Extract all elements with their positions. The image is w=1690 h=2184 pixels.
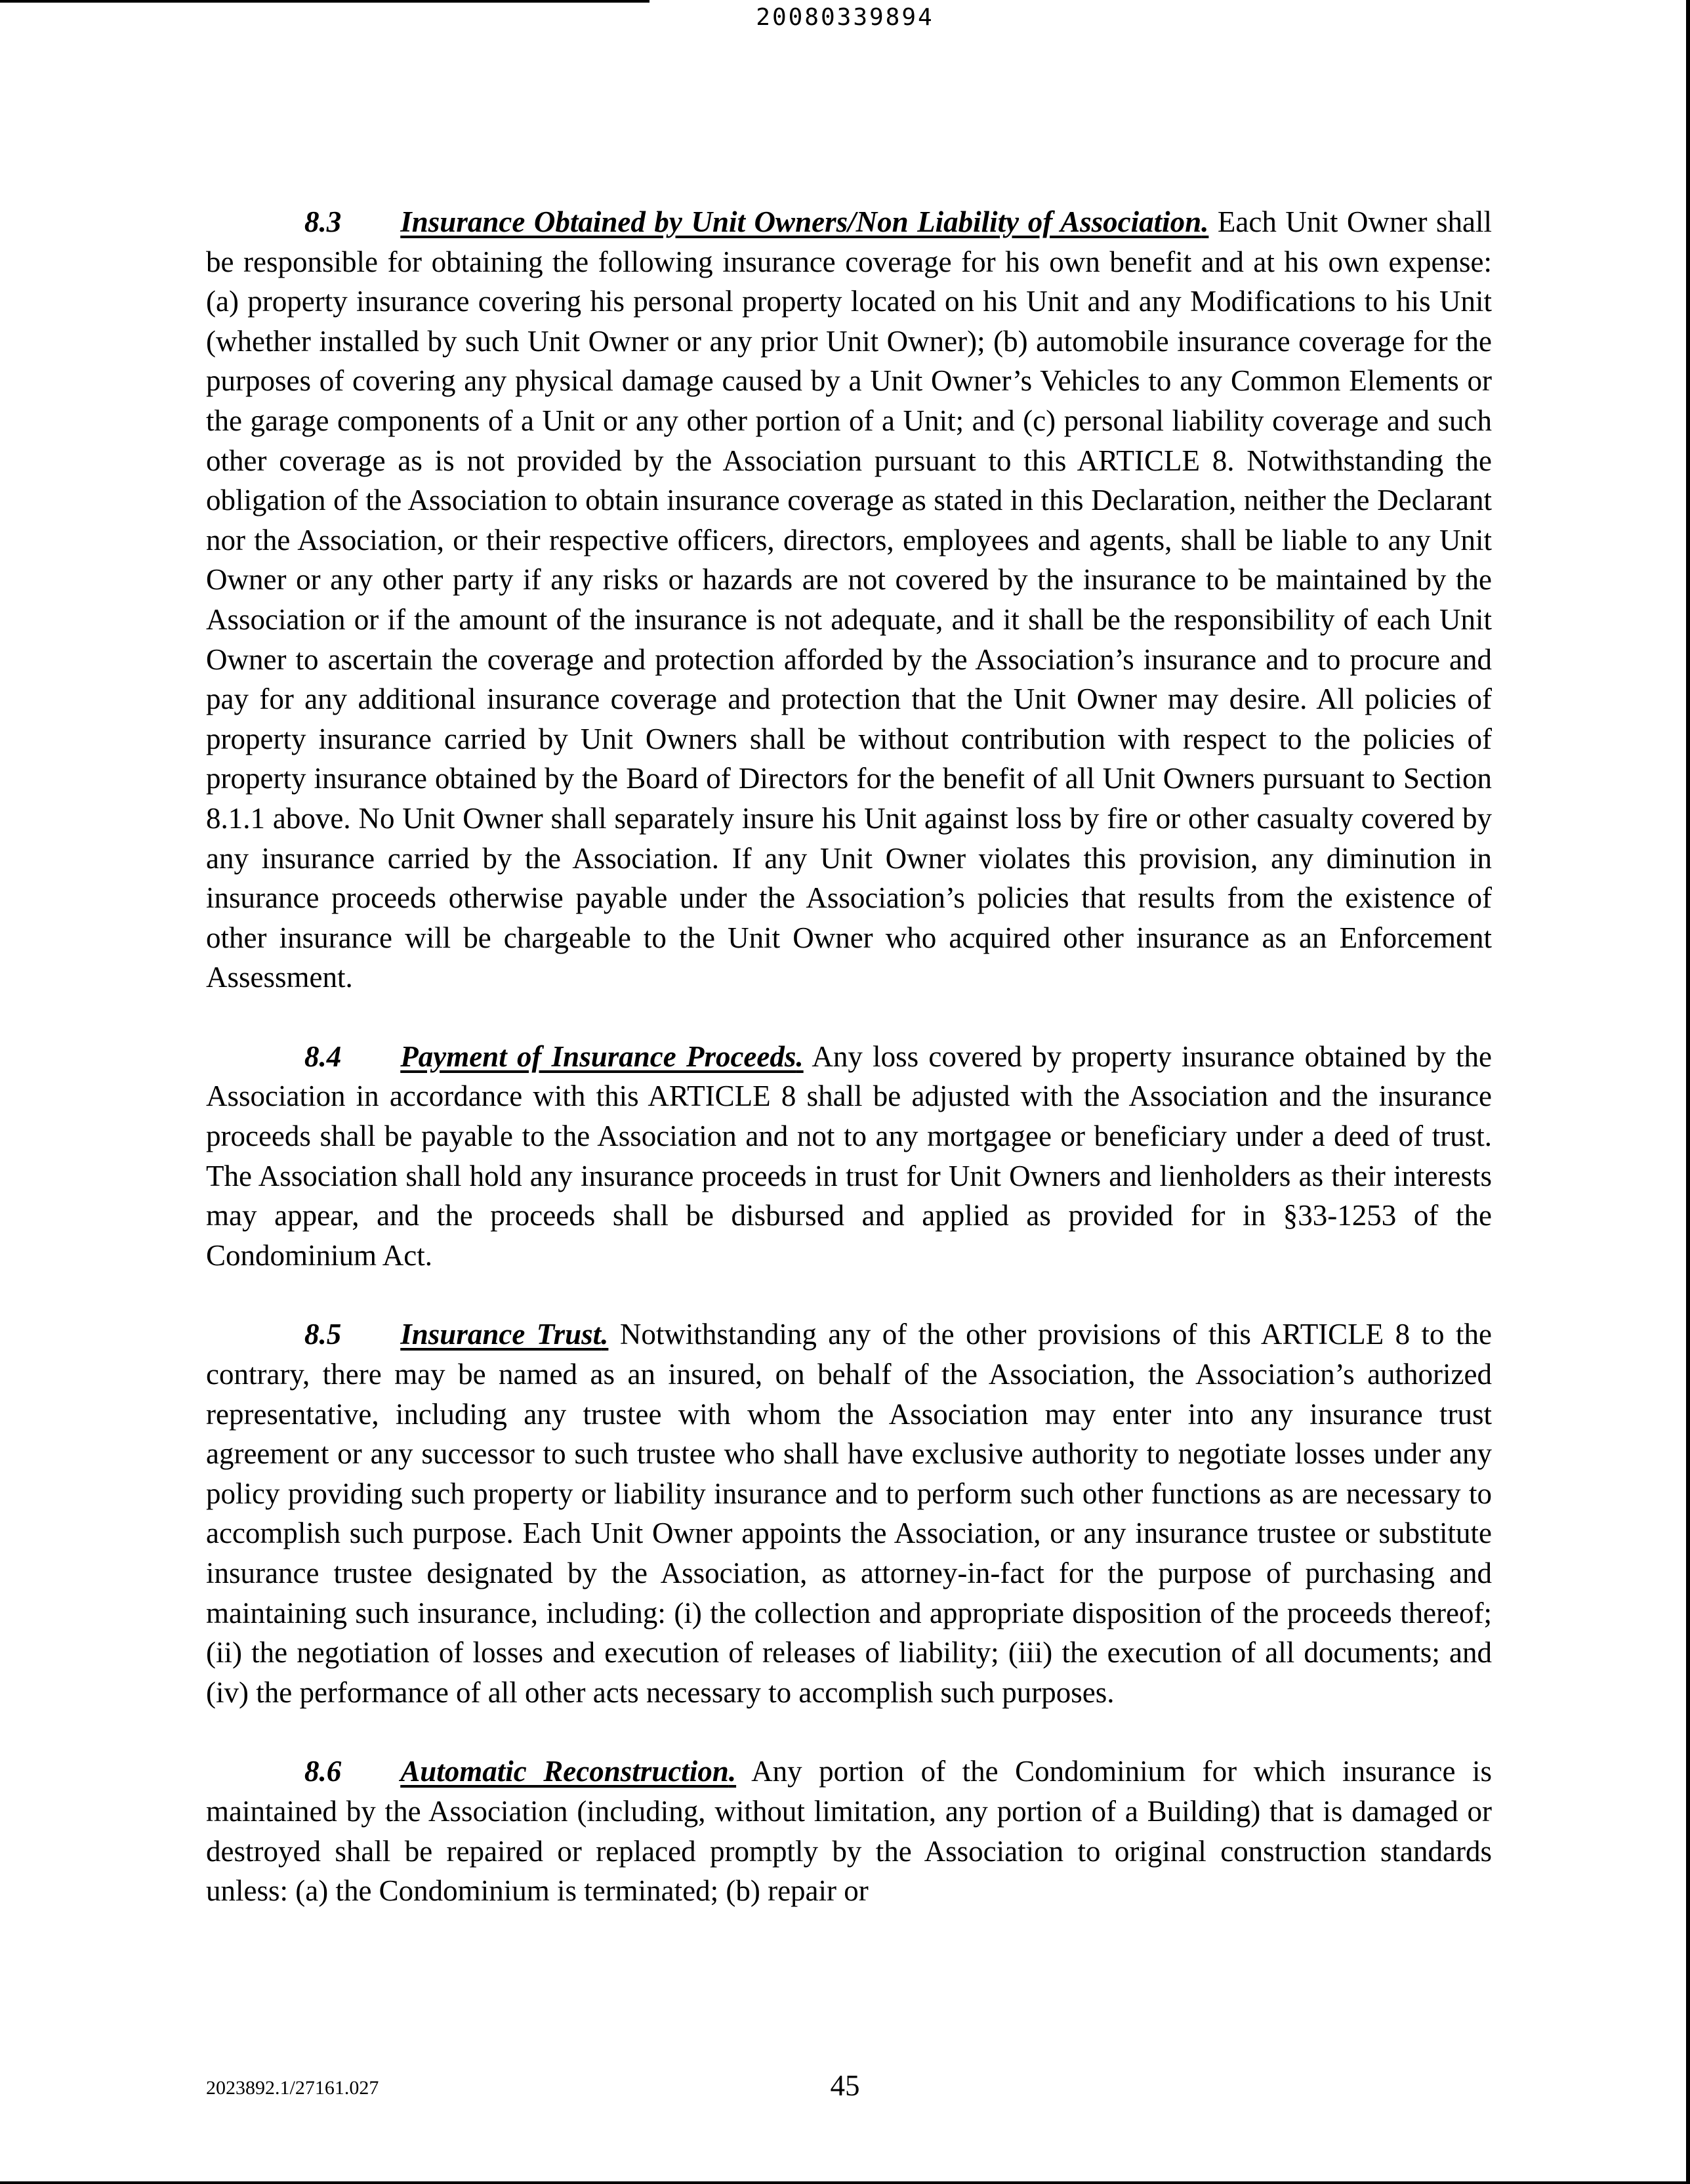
section-number: 8.3 <box>304 205 342 238</box>
section-text: Any loss covered by property insurance obtained by the Association in accordance with this ARTICLE 8 shall be adjusted with the Association and the insurance proceeds shall be payable to the Association and not to any mortgagee or beneficiary under a deed of trust. The Association shall hold any insurance proceeds in trust for Unit Owners and lienholders as their interests may appear, and the proceeds shall be disbursed and applied as provided for in §33-1253 of the Condominium Act. <box>206 1040 1492 1272</box>
section-paragraph: 8.3 Insurance Obtained by Unit Owners/Non Liability of Association. Each Unit Owner shall be responsible for obtaining the following insurance coverage for his own benefit and at his own expense: (a) property insurance covering his personal property located on his Unit and any Modifications to his Unit (whether installed by such Unit Owner or any prior Unit Owner); (b) automobile insurance coverage for the purposes of covering any physical damage caused by a Unit Owner’s Vehicles to any Common Elements or the garage components of a Unit or any other portion of a Unit; and (c) personal liability coverage and such other coverage as is not provided by the Association pursuant to this ARTICLE 8. Notwithstanding the obligation of the Association to obtain insurance coverage as stated in this Declaration, neither the Declarant nor the Association, or their respective officers, directors, employees and agents, shall be liable to any Unit Owner or any other party if any risks or hazards are not covered by the insurance to be maintained by the Association or if the amount of the insurance is not adequate, and it shall be the responsibility of each Unit Owner to ascertain the coverage and protection afforded by the Association’s insurance and to procure and pay for any additional insurance coverage and protection that the Unit Owner may desire. All policies of property insurance carried by Unit Owners shall be without contribution with respect to the policies of property insurance obtained by the Board of Directors for the benefit of all Unit Owners pursuant to Section 8.1.1 above. No Unit Owner shall separately insure his Unit against loss by fire or other casualty covered by any insurance carried by the Association. If any Unit Owner violates this provision, any diminution in insurance proceeds otherwise payable under the Association’s policies that results from the existence of other insurance will be chargeable to the Unit Owner who acquired other insurance as an Enforcement Assessment. <box>206 205 1492 994</box>
section-paragraph: 8.5 Insurance Trust. Notwithstanding any of the other provisions of this ARTICLE 8 to the contrary, there may be named as an insured, on behalf of the Association, the Association’s authorized representative, including any trustee with whom the Association may enter into any insurance trust agreement or any successor to such trustee who shall have exclusive authority to negotiate losses under any policy providing such property or liability insurance and to perform such other functions as are necessary to accomplish such purpose. Each Unit Owner appoints the Association, or any insurance trustee or substitute insurance trustee designated by the Association, as attorney-in-fact for the purpose of purchasing and maintaining such insurance, including: (i) the collection and appropriate disposition of the proceeds thereof; (ii) the negotiation of losses and execution of releases of liability; (iii) the execution of all documents; and (iv) the performance of all other acts necessary to accomplish such purposes. <box>206 1318 1492 1709</box>
document-body <box>206 202 1492 1950</box>
top-rule <box>0 0 649 3</box>
section-heading: Insurance Obtained by Unit Owners/Non Liability of Association <box>400 205 1202 238</box>
section-number: 8.4 <box>304 1040 342 1073</box>
section-heading: Payment of Insurance Proceeds <box>400 1040 796 1073</box>
section-8-4 <box>206 1037 1492 1276</box>
section-text: Each Unit Owner shall be responsible for obtaining the following insurance coverage for his own benefit and at his own expense: (a) property insurance covering his personal property located on his Unit and any Modifications to his Unit (whether installed by such Unit Owner or any prior Unit Owner); (b) automobile insurance coverage for the purposes of covering any physical damage caused by a Unit Owner’s Vehicles to any Common Elements or the garage components of a Unit or any other portion of a Unit; and (c) personal liability coverage and such other coverage as is not provided by the Association pursuant to this ARTICLE 8. Notwithstanding the obligation of the Association to obtain insurance coverage as stated in this Declaration, neither the Declarant nor the Association, or their respective officers, directors, employees and agents, shall be liable to any Unit Owner or any other party if any risks or hazards are not covered by the insurance to be maintained by the Association or if the amount of the insurance is not adequate, and it shall be the responsibility of each Unit Owner to ascertain the coverage and protection afforded by the Association’s insurance and to procure and pay for any additional insurance coverage and protection that the Unit Owner may desire. All policies of property insurance carried by Unit Owners shall be without contribution with respect to the policies of property insurance obtained by the Board of Directors for the benefit of all Unit Owners pursuant to Section 8.1.1 above. No Unit Owner shall separately insure his Unit against loss by fire or other casualty covered by any insurance carried by the Association. If any Unit Owner violates this provision, any diminution in insurance proceeds otherwise payable under the Association’s policies that results from the existence of other insurance will be chargeable to the Unit Owner who acquired other insurance as an Enforcement Assessment. <box>206 205 1492 994</box>
section-number: 8.6 <box>304 1755 342 1788</box>
document-number: 20080339894 <box>756 4 934 31</box>
scan-edge-bottom <box>0 2181 1690 2184</box>
section-8-6 <box>206 1752 1492 1910</box>
section-heading: Insurance Trust <box>400 1318 602 1351</box>
section-8-3 <box>206 202 1492 998</box>
section-text: Any portion of the Condominium for which insurance is maintained by the Association (including, without limitation, any portion of a Building) that is damaged or destroyed shall be repaired or replaced promptly by the Association to original construction standards unless: (a) the Condominium is terminated; (b) repair or <box>206 1755 1492 1908</box>
scan-edge-right <box>1686 0 1690 2184</box>
footer-document-id: 2023892.1/27161.027 <box>206 2077 379 2099</box>
section-text: Notwithstanding any of the other provisions of this ARTICLE 8 to the contrary, there may be named as an insured, on behalf of the Association, the Association’s authorized representative, including any trustee with whom the Association may enter into any insurance trust agreement or any successor to such trustee who shall have exclusive authority to negotiate losses under any policy providing such property or liability insurance and to perform such other functions as are necessary to accomplish such purpose. Each Unit Owner appoints the Association, or any insurance trustee or substitute insurance trustee designated by the Association, as attorney-in-fact for the purpose of purchasing and maintaining such insurance, including: (i) the collection and appropriate disposition of the proceeds thereof; (ii) the negotiation of losses and execution of releases of liability; (iii) the execution of all documents; and (iv) the performance of all other acts necessary to accomplish such purposes. <box>206 1318 1492 1709</box>
section-paragraph: 8.6 Automatic Reconstruction. Any portion of the Condominium for which insurance is maintained by the Association (including, without limitation, any portion of a Building) that is damaged or destroyed shall be repaired or replaced promptly by the Association to original construction standards unless: (a) the Condominium is terminated; (b) repair or <box>206 1755 1492 1908</box>
section-heading: Automatic Reconstruction <box>400 1755 729 1788</box>
section-paragraph: 8.4 Payment of Insurance Proceeds. Any loss covered by property insurance obtained by the Association in accordance with this ARTICLE 8 shall be adjusted with the Association and the insurance proceeds shall be payable to the Association and not to any mortgagee or beneficiary under a deed of trust. The Association shall hold any insurance proceeds in trust for Unit Owners and lienholders as their interests may appear, and the proceeds shall be disbursed and applied as provided for in §33-1253 of the Condominium Act. <box>206 1040 1492 1272</box>
page-number: 45 <box>830 2069 860 2102</box>
section-8-5 <box>206 1314 1492 1712</box>
section-number: 8.5 <box>304 1318 342 1351</box>
